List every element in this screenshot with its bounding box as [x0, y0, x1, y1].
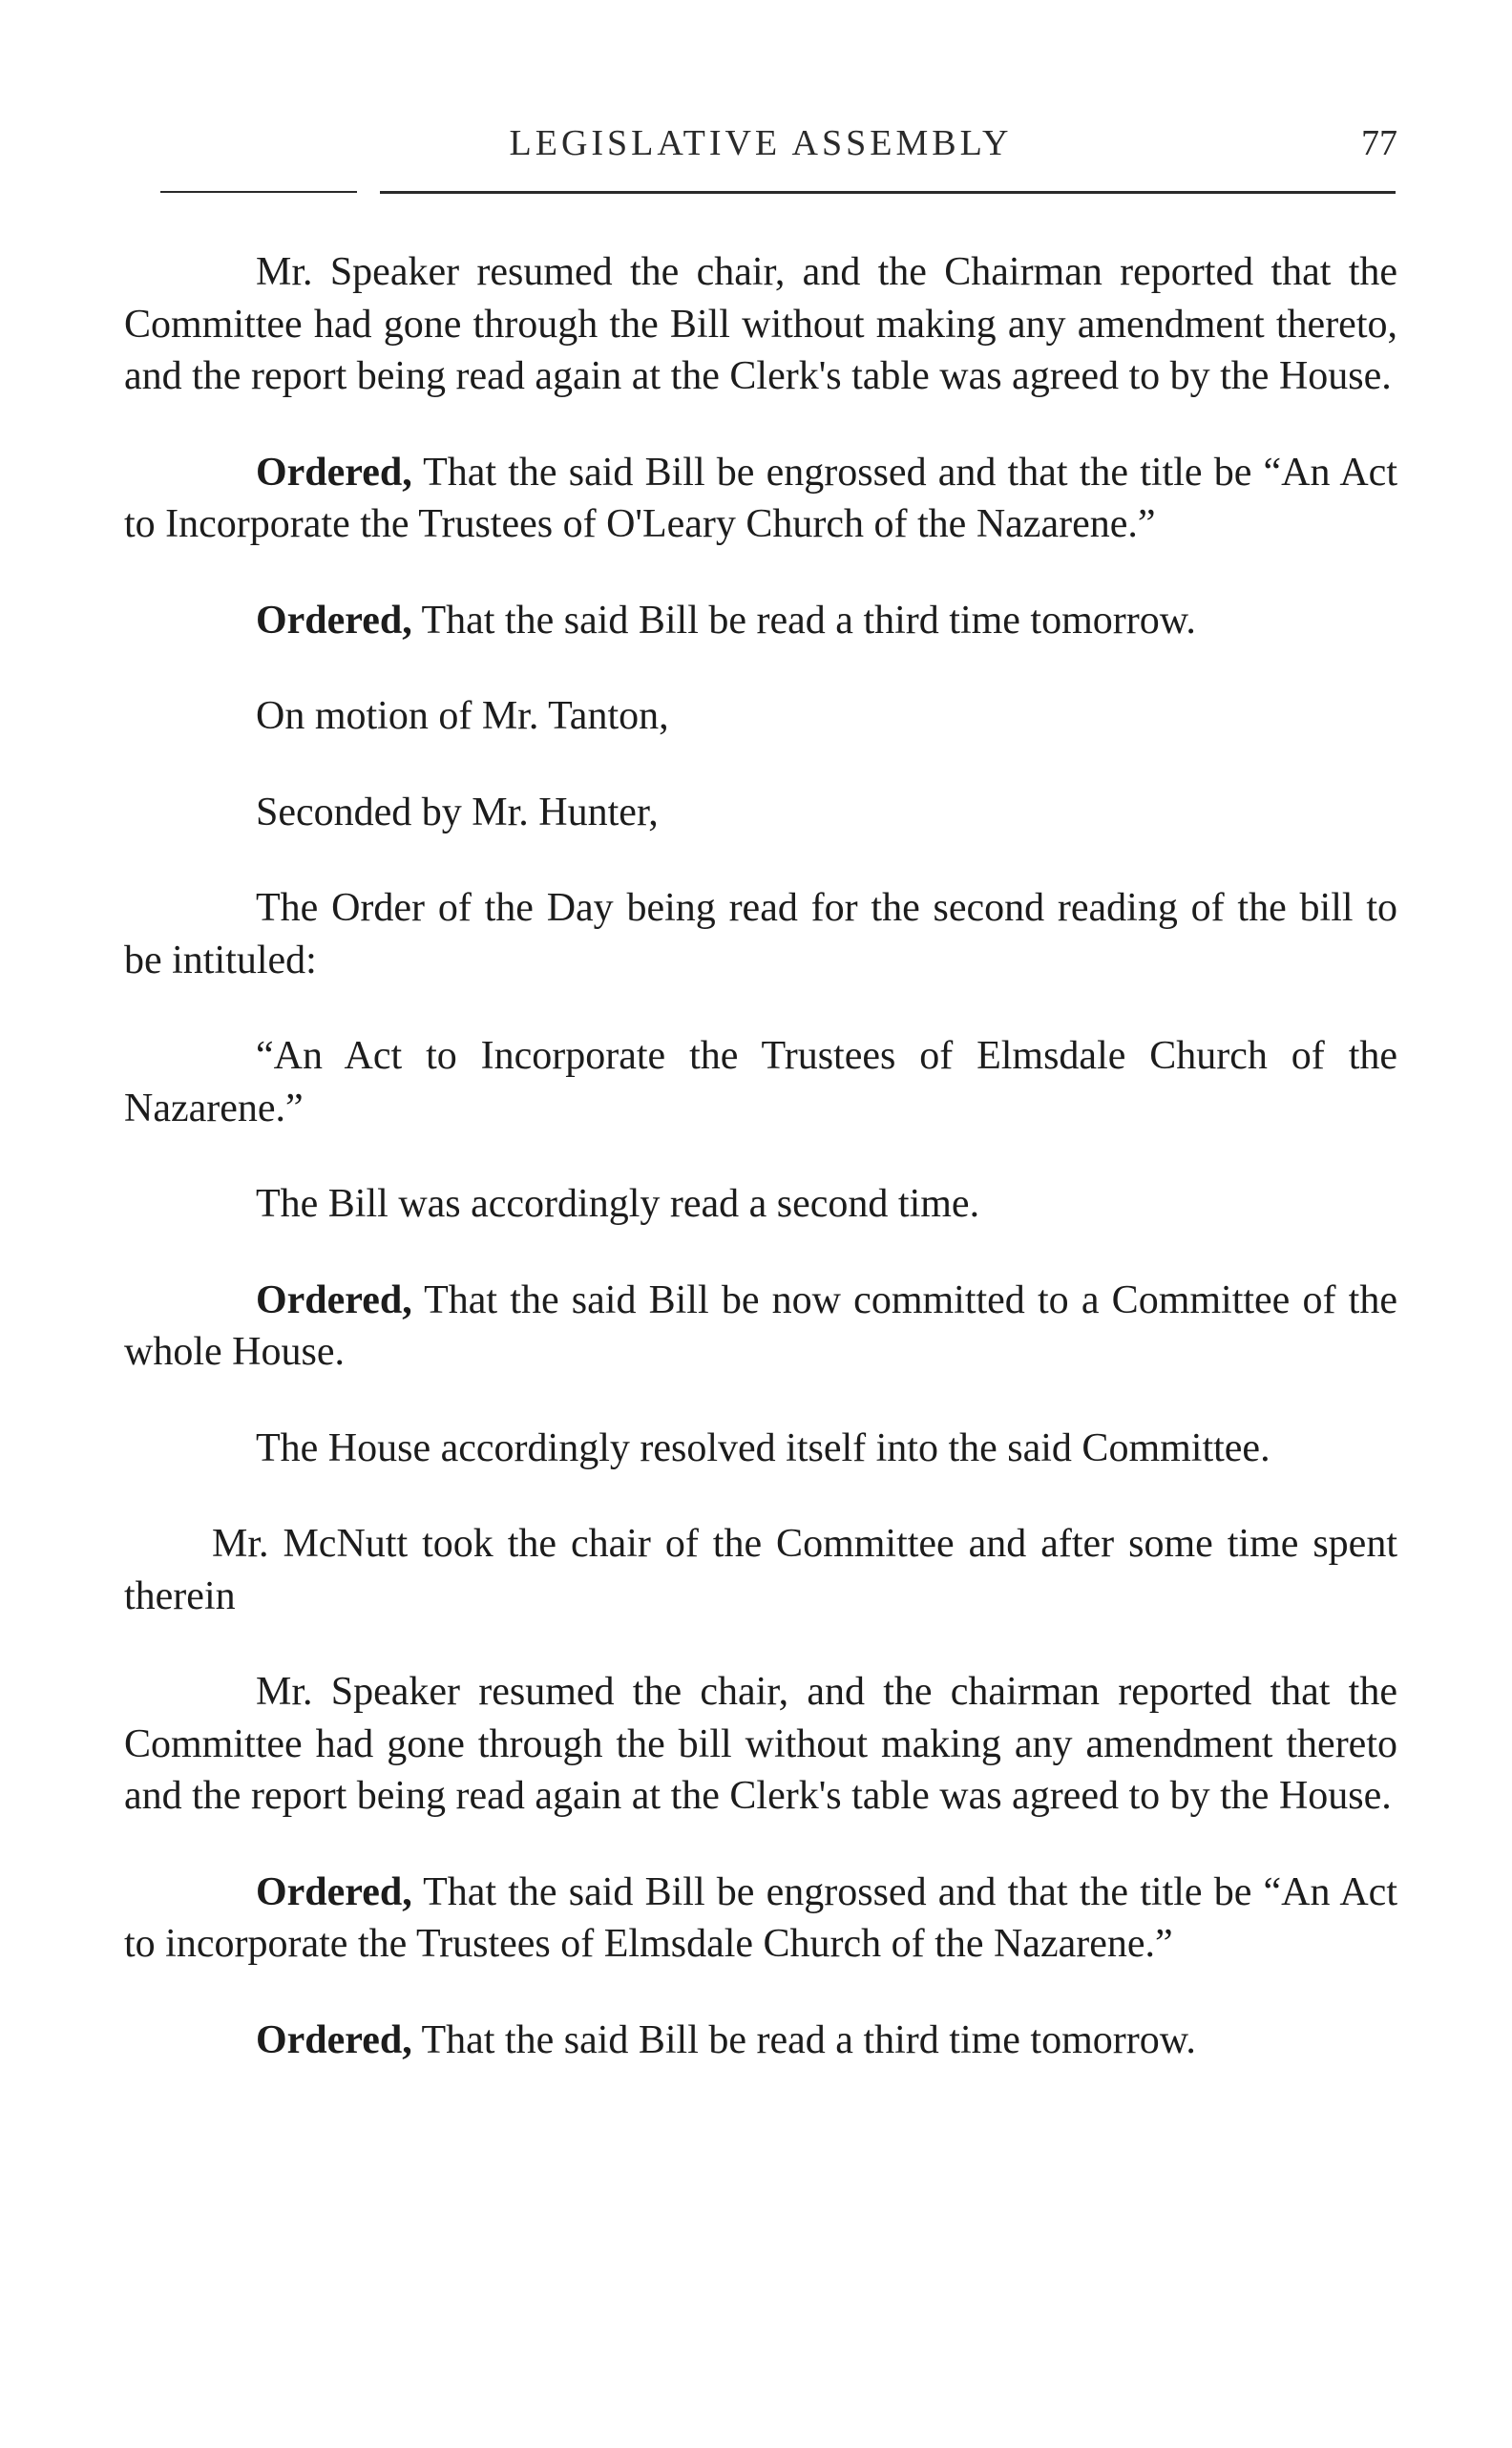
header-rule-left — [160, 191, 357, 193]
paragraph-lead: Ordered, — [256, 450, 412, 495]
paragraph-order-of-day — [124, 882, 1397, 986]
body-text — [124, 246, 1397, 2110]
paragraph-ordered-engrossed-1 — [124, 447, 1397, 551]
paragraph-lead: Ordered, — [256, 598, 412, 643]
paragraph-text: Mr. Speaker resumed the chair, and the Chairman reported that the Committee had gone through the Bill without making any amendment thereto, and the report being read again at the Clerk's table was agreed to by the House. — [124, 250, 1397, 398]
paragraph-speaker-resumed-2 — [124, 1666, 1397, 1823]
paragraph-text: That the said Bill be read a third time tomorrow. — [411, 598, 1196, 643]
paragraph-text: Mr. Speaker resumed the chair, and the chairman reported that the Committee had gone through the bill without making any amendment thereto and the report being read again at the Clerk's table was agreed to by the House. — [124, 1670, 1397, 1818]
paragraph-second-reading — [124, 1178, 1397, 1231]
paragraph-seconded — [124, 787, 1397, 839]
paragraph-text: Mr. McNutt took the chair of the Committee and after some time spent therein — [124, 1522, 1397, 1618]
paragraph-text: Seconded by Mr. Hunter, — [256, 790, 659, 834]
paragraph-bill-title — [124, 1030, 1397, 1134]
paragraph-lead: Ordered, — [256, 2017, 412, 2062]
paragraph-text: The Bill was accordingly read a second time. — [256, 1182, 980, 1226]
header-rule-right — [380, 191, 1396, 194]
paragraph-text: That the said Bill be read a third time tomorrow. — [411, 2017, 1196, 2062]
page-number: 77 — [1361, 123, 1397, 163]
paragraph-ordered-committed — [124, 1275, 1397, 1379]
paragraph-lead: Ordered, — [256, 1869, 412, 1914]
running-title: LEGISLATIVE ASSEMBLY — [509, 123, 1013, 163]
paragraph-text: The Order of the Day being read for the second reading of the bill to be intituled: — [124, 886, 1397, 982]
paragraph-text: That the said Bill be engrossed and that the title be “An Act to Incorporate the Trustees of O'Leary Church of the Nazarene.” — [124, 450, 1397, 546]
paragraph-ordered-engrossed-2 — [124, 1867, 1397, 1971]
paragraph-ordered-third-reading-1 — [124, 595, 1397, 647]
paragraph-ordered-third-reading-2 — [124, 2015, 1397, 2067]
paragraph-text: That the said Bill be now committed to a Committee of the whole House. — [124, 1277, 1397, 1374]
running-head — [124, 122, 1397, 179]
paragraph-text: On motion of Mr. Tanton, — [256, 694, 669, 738]
paragraph-text: The House accordingly resolved itself into the said Committee. — [256, 1425, 1270, 1470]
paragraph-mcnutt-chair — [124, 1518, 1397, 1622]
paragraph-lead: Ordered, — [256, 1277, 412, 1322]
paragraph-speaker-resumed-1 — [124, 246, 1397, 403]
paragraph-text: “An Act to Incorporate the Trustees of Elmsdale Church of the Nazarene.” — [124, 1034, 1397, 1130]
paragraph-motion — [124, 690, 1397, 743]
paragraph-house-resolved — [124, 1423, 1397, 1475]
paragraph-text: That the said Bill be engrossed and that the title be “An Act to incorporate the Trustees of Elmsdale Church of the Nazarene.” — [124, 1869, 1397, 1966]
